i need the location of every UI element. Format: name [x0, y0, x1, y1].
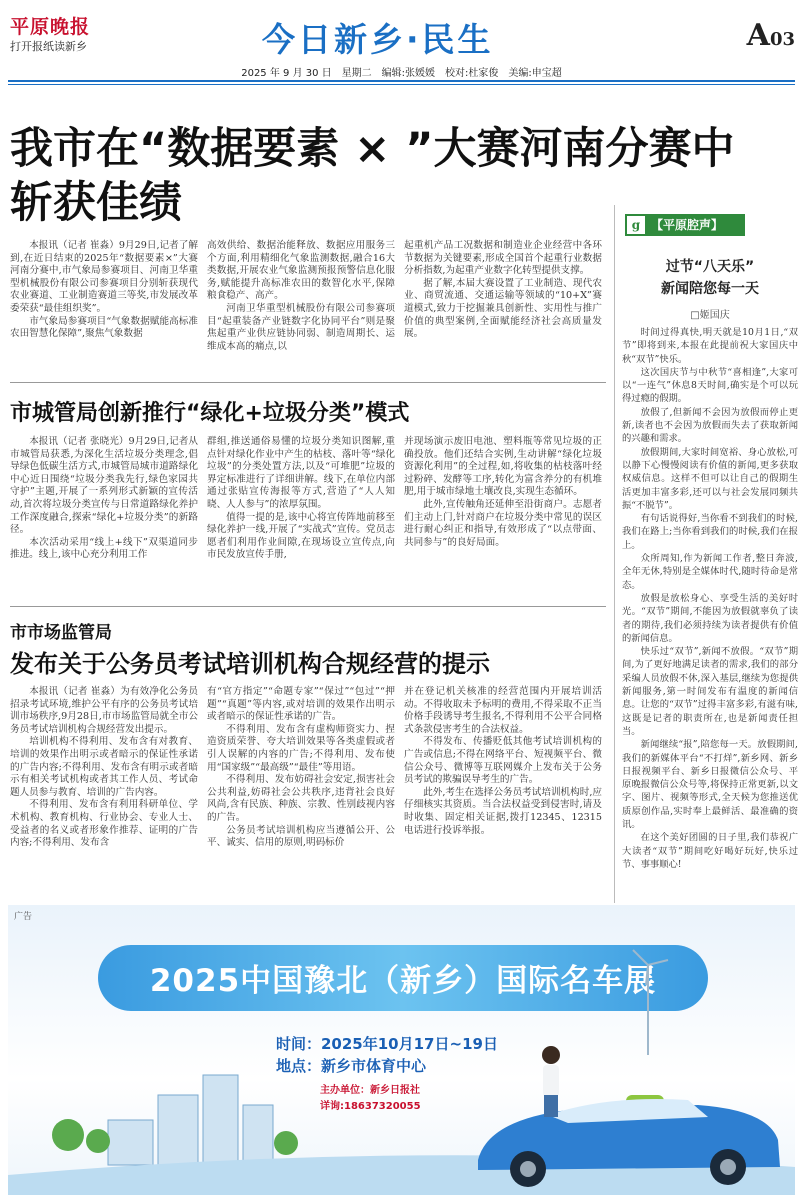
article3-column-1 — [10, 686, 198, 850]
paragraph: 起重机产品工况数据和制造业企业经营中各环节数据为关键要素,形成全国首个起重行业数据分析指数,为起重产业数字化转型提供支撑。 — [404, 240, 602, 277]
paragraph: 快乐过“双节”,新闻不放假。“双节”期间,为了更好地满足读者的需求,我们的部分采编人员放假不休,深入基层,继续为您提供新闻服务,第一时间发布有温度的新闻信息。让您的“双节”过得丰富多彩,有滋有味,这既是记者的职责所在,也是新闻责任担当。 — [622, 646, 798, 737]
article3-headline: 发布关于公务员考试培训机构合规经营的提示 — [10, 650, 490, 678]
paragraph: 并现场演示废旧电池、塑料瓶等常见垃圾的正确投放。他们还结合实例,生动讲解“绿化垃圾资源化利用”的全过程,如,将收集的枯枝落叶经过粉碎、发酵等工序,转化为富含养分的有机堆肥,用于城市绿地土壤改良,实现生态循环。 — [404, 436, 602, 498]
wind-turbine-icon — [633, 950, 668, 1055]
paragraph: 培训机构不得利用、发布含有对教育、培训的效果作出明示或者暗示的保证性承诺的广告内容;不得利用、发布含有明示或者暗示有相关考试机构或者其工作人员、考试命题人员参与教育、培训的广告内容。 — [10, 736, 198, 798]
paragraph: 市气象局参赛项目“气象数据赋能高标准农田智慧化保障”,聚焦气象数据 — [10, 315, 198, 340]
section-title: 今日新乡·民生 — [262, 20, 494, 59]
paragraph: 本次活动采用“线上+线下”双渠道同步推进。线上,该中心充分利用工作 — [10, 536, 198, 561]
article3-column-2 — [207, 686, 395, 850]
article2-headline: 市城管局创新推行“绿化+垃圾分类”模式 — [10, 401, 410, 426]
ad-illustration — [8, 905, 795, 1195]
article1-column-2 — [207, 240, 395, 353]
paragraph: 新闻继续“报”,陪您每一天。放假期间,我们的新媒体平台“不打烊”,新乡网、新乡日报视频平台、新乡日报微信公众号、平原晚报微信公众号等,将保持正常更新,以文字、图片、视频等形式,全天候为您推送优质原创作品,实时奉上最鲜活、最准确的资讯。 — [622, 739, 798, 830]
issue-info-line: 2025 年 9 月 30 日 星期二 编辑:张媛媛 校对:杜家俊 美编:申宝超 — [241, 68, 562, 79]
sidebar-divider — [614, 205, 615, 903]
ad-label: 广告 — [14, 912, 33, 922]
paragraph: 放假是放松身心、享受生活的美好时光。“双节”期间,不能因为放假就辜负了读者的期待,我们必须持续为读者提供有价值的新闻信息。 — [622, 592, 798, 644]
article3-column-3 — [404, 686, 602, 837]
article3-kicker: 市市场监管局 — [10, 623, 112, 643]
article1-headline-line1: 我市在“数据要素 × ”大赛河南分赛中 — [10, 124, 735, 174]
masthead — [0, 0, 803, 82]
paragraph: 高效供给、数据治能释放、数据应用服务三个方面,利用精细化气象监测数据,融合16大类数据,开展农业气象监测预报预警信息化服务,赋能提升高标准农田的数智化水平,保障粮食稳产、高产。 — [207, 240, 395, 302]
article2-column-3 — [404, 436, 602, 549]
newspaper-tagline: 打开报纸读新乡 — [10, 40, 87, 53]
paragraph: 放假了,但新闻不会因为放假而停止更新,读者也不会因为放假而失去了获取新闻的兴趣和需求。 — [622, 406, 798, 445]
column-logo-icon: g — [625, 214, 647, 236]
paragraph: 这次国庆节与中秋节“喜相逢”,大家可以“一连气”休息8天时间,确实是个可以玩得过瘾的假期。 — [622, 366, 798, 405]
page-digits: 03 — [769, 29, 795, 50]
article-divider — [10, 382, 606, 383]
article1-column-3 — [404, 240, 602, 341]
newspaper-logo: 平原晚报 — [10, 16, 91, 38]
paragraph: 本报讯（记者 张晓光）9月29日,记者从市城管局获悉,为深化生活垃圾分类理念,倡导绿色低碳生活方式,市城管局城市道路绿化中心近日围绕“垃圾分类我先行,绿色家园共守护”主题,开展了一系列形式新颖的宣传活动,首次将垃圾分类宣传与日常道路绿化养护工作深度融合,探索“绿化+垃圾分类”的新路径。 — [10, 436, 198, 536]
paragraph: 本报讯（记者 崔淼）为有效净化公务员招录考试环境,维护公平有序的公务员考试培训市场秩序,9月28日,市市场监管局就全市公务员考试培训机构合规经营发出提示。 — [10, 686, 198, 735]
paragraph: 有“官方指定”“命题专家”“保过”“包过”“押题”“真题”等内容,或对培训的效果作出明示或者暗示的保证性承诺的广告。 — [207, 686, 395, 723]
paragraph: 并在登记机关核准的经营范围内开展培训活动。不得收取未予标明的费用,不得采取不正当价格手段诱导考生报名,不得利用不公平合同格式条款侵害考生的合法权益。 — [404, 686, 602, 735]
sidebar-author: □姬国庆 — [690, 310, 730, 321]
paragraph: 不得利用、发布妨碍社会安定,损害社会公共利益,妨碍社会公共秩序,违背社会良好风尚,含有民族、种族、宗教、性别歧视内容的广告。 — [207, 774, 395, 823]
paragraph: 群组,推送通俗易懂的垃圾分类知识图解,重点针对绿化作业中产生的枯枝、落叶等“绿化垃圾”的分类处置方法,以及“可堆肥”垃圾的界定标准进行了详细讲解。线下,在单位内部通过张贴宣传海报等方式,营造了“人人知晓、人人参与”的浓厚氛围。 — [207, 436, 395, 510]
paragraph: 在这个美好团圆的日子里,我们恭祝广大读者“双节”期间吃好喝好玩好,快乐过节、事事顺心! — [622, 832, 798, 870]
sidebar-title-line2: 新闻陪您每一天 — [661, 281, 759, 297]
page-letter: A — [746, 18, 770, 53]
paragraph: 不得利用、发布含有利用科研单位、学术机构、教育机构、行业协会、专业人士、受益者的名义或者形象作推荐、证明的广告内容;不得利用、发布含 — [10, 799, 198, 849]
paragraph: 据了解,本届大赛设置了工业制造、现代农业、商贸流通、交通运输等领域的“10+X”赛道模式,致力于挖掘兼具创新性、实用性与推广价值的典型案例,全面赋能经济社会高质量发展。 — [404, 277, 602, 340]
masthead-rule — [8, 80, 795, 82]
paragraph: 河南卫华重型机械股份有限公司参赛项目“起重装备产业链数字化协同平台”则是聚焦起重产业供应链协同弱、制造周期长、运维成本高的痛点,以 — [207, 302, 395, 352]
ad-title: 2025中国豫北（新乡）国际名车展 — [149, 963, 657, 999]
ad-hotline: 详询:18637320055 — [320, 1101, 421, 1112]
sidebar-body — [622, 326, 798, 871]
sidebar-column-tag: 【平原腔声】 — [625, 214, 745, 236]
car-show-advertisement — [8, 905, 795, 1195]
paragraph: 不得发布、传播贬低其他考试培训机构的广告或信息;不得在网络平台、短视频平台、微信公众号、微博等互联网媒介上发布关于公务员考试的欺骗误导考生的广告。 — [404, 736, 602, 786]
article1-headline-line2: 斩获佳绩 — [10, 178, 182, 228]
paragraph: 有句话说得好,当你看不到我们的时候,我们在路上;当你看到我们的时候,我们在报上。 — [622, 513, 798, 551]
paragraph: 此外,宣传触角还延伸至沿街商户。志愿者们主动上门,针对商户在垃圾分类中常见的误区进行耐心纠正和指导,有效形成了“以点带面、共同参与”的良好局面。 — [404, 498, 602, 548]
ad-time: 时间：2025年10月17日~19日 — [276, 1035, 498, 1053]
person-icon — [542, 1046, 560, 1117]
paragraph: 公务员考试培训机构应当遵循公开、公平、诚实、信用的原则,明码标价 — [207, 824, 395, 849]
city-buildings-icon — [108, 1075, 273, 1165]
article-divider — [10, 606, 606, 607]
paragraph: 此外,考生在选择公务员考试培训机构时,应仔细核实其资质。当合法权益受到侵害时,请及时收集、固定相关证据,拨打12345、12315电话进行投诉举报。 — [404, 786, 602, 836]
article2-column-2 — [207, 436, 395, 562]
paragraph: 本报讯（记者 崔淼）9月29日,记者了解到,在近日结束的2025年“数据要素×”大赛河南分赛中,市气象局参赛项目、河南卫华重型机械股份有限公司参赛项目分别斩获现代农业赛道、工业制造赛道三等奖,市发展改革委荣获“最佳组织奖”。 — [10, 240, 198, 314]
paragraph: 值得一提的是,该中心将宣传阵地前移至绿化养护一线,开展了“实战式”宣传。党员志愿者们利用作业间隙,在现场设立宣传点,向市民发放宣传手册, — [207, 511, 395, 561]
paragraph: 放假期间,大家时间宽裕、身心放松,可以静下心慢慢阅读有价值的新闻,更多获取权威信息。这样不但可以让自己的假期生活更加丰富多彩,还可以与社会发展同频共振“不脱节”。 — [622, 446, 798, 511]
page-number — [747, 18, 795, 53]
ad-organizer: 主办单位：新乡日报社 — [320, 1085, 420, 1096]
paragraph: 时间过得真快,明天就是10月1日,“双节”即将到来,本报在此提前祝大家国庆中秋“双节”快乐。 — [622, 327, 798, 365]
article2-column-1 — [10, 436, 198, 562]
paragraph: 不得利用、发布含有虚构师资实力、捏造资质荣誉、夸大培训效果等各类虚假或者引人误解的内容的广告;不得利用、发布使用“国家级”“最高级”“最佳”等用语。 — [207, 723, 395, 773]
ad-place: 地点：新乡市体育中心 — [276, 1057, 427, 1075]
paragraph: 众所周知,作为新闻工作者,整日奔波,全年无休,特别是全媒体时代,随时待命是常态。 — [622, 553, 798, 591]
sidebar-title-line1: 过节“八天乐” — [665, 259, 755, 275]
masthead-rule-thin — [8, 84, 795, 85]
article1-column-1 — [10, 240, 198, 341]
